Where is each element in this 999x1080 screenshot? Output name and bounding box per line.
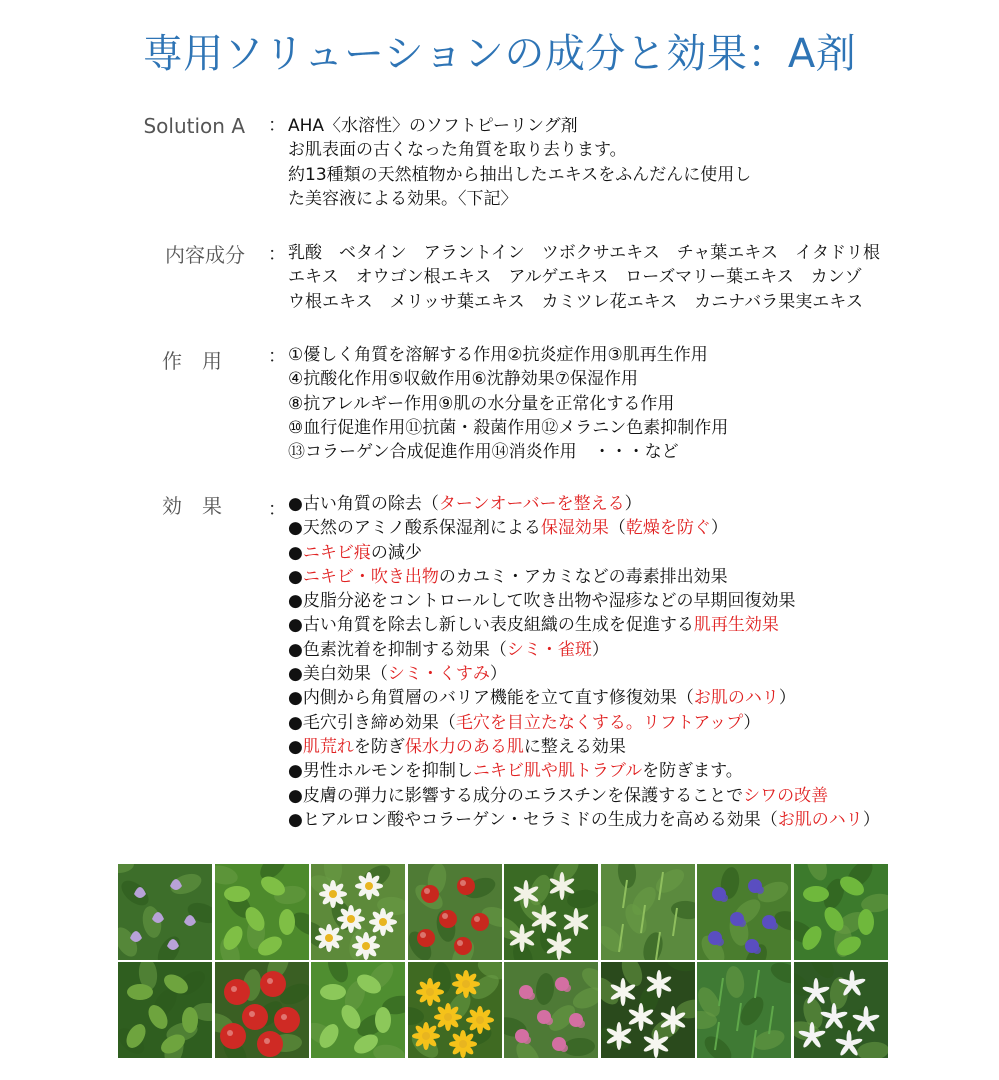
effect-text: ） <box>862 809 880 830</box>
effect-text: ●古い角質を除去し新しい表皮組織の生成を促進する <box>288 615 694 636</box>
honeysuckle-photo <box>504 864 598 960</box>
plant-photo-grid <box>118 864 888 1060</box>
effect-highlight: ターンオーバーを整える <box>438 494 625 514</box>
effect-item <box>288 541 978 565</box>
effect-text: ） <box>489 664 507 685</box>
skullcap-photo <box>697 864 791 960</box>
effects-list <box>288 492 978 832</box>
effect-text: ●毛穴引き締め効果（ <box>288 712 456 733</box>
effect-text: の減少 <box>370 542 422 563</box>
effect-text: ） <box>743 712 761 733</box>
effect-text: ） <box>624 494 642 514</box>
effect-item <box>288 662 978 686</box>
effect-item <box>288 735 978 759</box>
colon: ： <box>268 499 286 520</box>
effect-text: を防ぎます。 <box>642 761 743 782</box>
effect-text: ● <box>288 566 303 587</box>
text-line: 乳酸 ベタイン アラントイン ツボクサエキス チャ葉エキス イタドリ根 <box>288 243 880 263</box>
effect-text: ● <box>288 542 303 563</box>
colon: ： <box>268 115 286 136</box>
white-lily-photo <box>601 962 695 1058</box>
ingredients-list <box>288 241 978 314</box>
white-star-flower-photo <box>794 962 888 1058</box>
text-line: た美容液による効果。〈下記〉 <box>288 188 518 209</box>
effect-item <box>288 686 978 710</box>
effect-item <box>288 711 978 735</box>
effect-highlight: 保湿効果 <box>540 518 609 539</box>
text-line: 約13種類の天然植物から抽出したエキスをふんだんに使用し <box>288 164 752 185</box>
effect-highlight: 毛穴を目立たなくする。リフトアップ <box>455 712 744 733</box>
text-line: ①優しく角質を溶解する作用②抗炎症作用③肌再生作用 <box>288 345 708 365</box>
effect-highlight: 肌再生効果 <box>693 615 779 636</box>
effect-text: ●美白効果（ <box>288 664 388 685</box>
effect-text: ●天然のアミノ酸系保湿剤による <box>288 518 541 539</box>
effect-item <box>288 638 978 662</box>
effect-text: ●古い角質の除去（ <box>288 494 439 514</box>
colon: ： <box>268 346 286 367</box>
effect-item <box>288 759 978 783</box>
text-line: ⑬コラーゲン合成促進作用⑭消炎作用 ・・・など <box>288 442 679 463</box>
effect-text: ●男性ホルモンを抑制し <box>288 761 473 782</box>
effects-label: 効 果 <box>162 494 222 518</box>
effect-text: ●色素沈着を抑制する効果（ <box>288 639 507 660</box>
effect-text: のカユミ・アカミなどの毒素排出効果 <box>438 566 728 587</box>
effect-text: ●ヒアルロン酸やコラーゲン・セラミドの生成力を高める効果（ <box>288 809 778 830</box>
text-line: エキス オウゴン根エキス アルゲエキス ローズマリー葉エキス カンゾ <box>288 267 862 288</box>
effect-highlight: ニキビ痕 <box>302 542 371 563</box>
actions-label: 作 用 <box>162 349 222 373</box>
marigold-photo <box>408 962 502 1058</box>
comfrey-bellflower-photo <box>118 864 212 960</box>
actions-list <box>288 343 978 464</box>
solution-a-description <box>288 114 978 211</box>
melissa-photo <box>311 962 405 1058</box>
rosemary-photo <box>601 864 695 960</box>
page-title: 専用ソリューションの成分と効果：A剤 <box>142 31 857 77</box>
text-line: ⑩血行促進作用⑪抗菌・殺菌作用⑫メラニン色素抑制作用 <box>288 417 729 438</box>
text-line: ⑧抗アレルギー作用⑨肌の水分量を正常化する作用 <box>288 393 675 414</box>
effect-item <box>288 565 978 589</box>
effect-highlight: 乾燥を防ぐ <box>625 518 711 539</box>
effect-highlight: ニキビ・吹き出物 <box>302 566 439 587</box>
effect-highlight: お肌のハリ <box>777 809 863 830</box>
effect-text: ●皮膚の弾力に影響する成分のエラスチンを保護することで <box>288 785 744 806</box>
effect-item <box>288 492 978 516</box>
effect-highlight: お肌のハリ <box>693 688 779 709</box>
effect-highlight: ニキビ肌や肌トラブル <box>472 761 643 782</box>
effect-text: ） <box>591 639 609 660</box>
apples-photo <box>215 962 309 1058</box>
effect-text: を防ぎ <box>353 736 405 757</box>
effect-item <box>288 516 978 540</box>
effect-text: ●内側から角質層のバリア機能を立て直す修復効果（ <box>288 688 694 709</box>
effect-text: （ <box>608 518 626 539</box>
text-line: ウ根エキス メリッサ葉エキス カミツレ花エキス カニナバラ果実エキス <box>288 291 863 312</box>
text-line: AHA〈水溶性〉のソフトピーリング剤 <box>288 116 578 136</box>
effect-text: に整える効果 <box>523 736 626 757</box>
green-herb-photo <box>697 962 791 1058</box>
effect-highlight: シミ・雀斑 <box>506 639 592 660</box>
effect-text: ●皮脂分泌をコントロールして吹き出物や湿疹などの早期回復効果 <box>288 591 796 612</box>
red-clover-photo <box>504 962 598 1058</box>
solution-a-label: Solution A <box>143 114 245 138</box>
text-line: お肌表面の古くなった角質を取り去ります。 <box>288 140 627 161</box>
effect-highlight: シワの改善 <box>743 785 829 806</box>
centella-photo <box>794 864 888 960</box>
text-line: ④抗酸化作用⑤収斂作用⑥沈静効果⑦保湿作用 <box>288 369 638 390</box>
effect-item <box>288 613 978 637</box>
green-leaves-photo <box>215 864 309 960</box>
tea-leaves-photo <box>118 962 212 1058</box>
effect-text: ● <box>288 736 303 757</box>
rosehip-photo <box>408 864 502 960</box>
effect-text: ） <box>710 518 728 539</box>
effect-highlight: シミ・くすみ <box>387 664 490 685</box>
effect-highlight: 肌荒れ <box>302 736 354 757</box>
chamomile-photo <box>311 864 405 960</box>
effect-highlight: 保水力のある肌 <box>404 736 524 757</box>
colon: ： <box>268 244 286 265</box>
effect-item <box>288 808 978 832</box>
ingredients-label: 内容成分 <box>165 243 245 267</box>
effect-text: ） <box>778 688 796 709</box>
effect-item <box>288 589 978 613</box>
effect-item <box>288 784 978 808</box>
